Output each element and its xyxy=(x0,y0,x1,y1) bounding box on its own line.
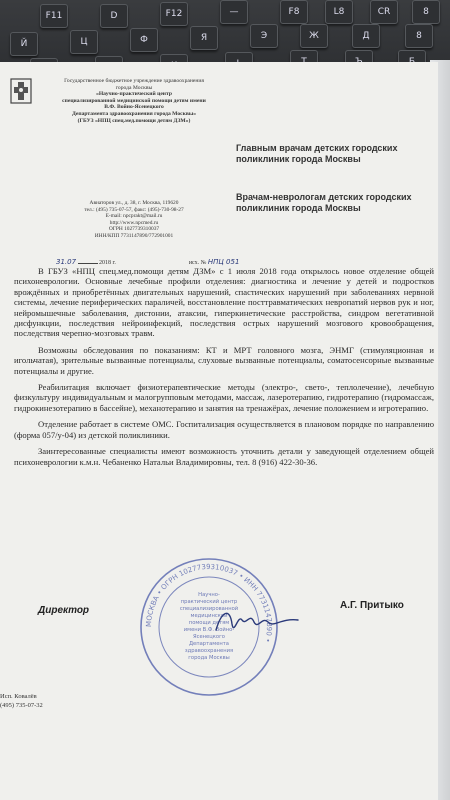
stamp-center-line: Научно- xyxy=(198,592,220,598)
stamp-ring-text: МОСКВА • ОГРН 1027739310037 • ИНН 7731147890 • xyxy=(144,562,274,644)
address-block xyxy=(34,200,234,240)
org-line: города Москвы xyxy=(115,84,153,91)
org-line: Департамента здравоохранения города Москвы» xyxy=(71,110,197,117)
letter-body xyxy=(14,266,434,472)
recipient-chief-doctors: Главным врачам детских городских поликлиник города Москвы xyxy=(236,143,398,164)
stamp-center-line: города Москвы xyxy=(188,655,230,661)
org-line: (ГБУЗ «НПЦ спец.мед.помощи детям ДЗМ») xyxy=(77,117,191,124)
keyboard-key: L8 xyxy=(325,0,353,24)
keyboard-key: CR xyxy=(370,0,398,24)
keyboard-key: 8 xyxy=(405,24,433,48)
paragraph-oms: Отделение работает в системе ОМС. Госпитализация осуществляется в плановом порядке по направлению (форма 057/у-04) из детской поликлиники. xyxy=(14,419,434,440)
date-label: 2018 г. xyxy=(99,260,116,266)
stamp-center-line: здравоохранения xyxy=(184,648,234,654)
keyboard-key: Я xyxy=(190,26,218,50)
stamp-center-line: имени В.Ф. Войно- xyxy=(183,627,235,633)
keyboard-key: F11 xyxy=(40,4,68,28)
stamp-center-line: практический центр xyxy=(180,599,238,605)
keyboard-key: Ж xyxy=(300,24,328,48)
keyboard-key: 8 xyxy=(412,0,440,24)
executor-name: Исп. Ковалёв xyxy=(0,693,37,700)
director-name: А.Г. Притыко xyxy=(340,600,404,611)
organization-header xyxy=(34,78,234,124)
keyboard-key: — xyxy=(220,0,248,24)
handwritten-signature xyxy=(212,600,302,640)
website-line: http://www.npcmed.ru xyxy=(109,219,159,226)
keyboard-key: D xyxy=(100,4,128,28)
paragraph-rehabilitation: Реабилитация включает физиотерапевтические методы (электро-, свето-, теплолечение), лечебную физкультуру индивидуальным и малогрупповым методами, массаж, лазеротерапию, гидротерапию (гидромассаж, гидрокинезотерапию в бассейне), механотерапию и занятия на тренажёрах, лечение положением и игротерапию. xyxy=(14,382,434,413)
paragraph-examinations: Возможны обследования по показаниям: КТ и МРТ головного мозга, ЭНМГ (стимуляционная и игольчатая), зрительные вызванные потенциалы, слуховые вызванные потенциалы, соматосенсорные вызванные потенциалы и другие. xyxy=(14,344,434,376)
org-line: «Научно-практический центр xyxy=(96,91,172,98)
keyboard-key: F8 xyxy=(280,0,308,24)
ogrn-line: ОГРН 1027739310037 xyxy=(108,226,160,233)
keyboard-key: Ц xyxy=(70,30,98,54)
keyboard-key: F12 xyxy=(160,2,188,26)
stamp-center-line: специализированной xyxy=(179,606,239,612)
recipient-neurologists: Врачам-неврологам детских городских поликлиник города Москвы xyxy=(236,192,412,213)
stamp-center-line: Департамента xyxy=(188,641,230,647)
executor-phone: (495) 735-07-32 xyxy=(0,702,43,709)
keyboard-key: Д xyxy=(352,24,380,48)
inn-line: ИНН/КПП 7731147890/772901001 xyxy=(94,232,174,239)
stamp-center-line: Ясенецкого xyxy=(193,634,225,640)
stamp-center-line: помощи детям xyxy=(188,620,230,626)
email-line: E-mail: npcprakt@mail.ru xyxy=(105,213,163,220)
number-label: исх. № xyxy=(188,260,207,266)
handwritten-number: НПЦ 051 xyxy=(207,258,240,266)
org-line: В.Ф. Войно-Ясенецкого xyxy=(104,104,164,111)
keyboard-key: Й xyxy=(10,32,38,56)
phone-line: тел.: (495) 735-07-57, факс: (495)-730-98-27 xyxy=(84,206,184,213)
medical-cross-logo-icon xyxy=(10,78,32,104)
stamp-center-line: медицинской xyxy=(190,613,228,619)
paragraph-intro: В ГБУЗ «НПЦ спец.мед.помощи детям ДЗМ» с 1 июля 2018 года открылось новое отделение общей психоневрологии. Основные лечебные профили отделения: диагностика и лечение у детей и подростков врождённых и приобретённых двигательных нарушений, спастических нарушений при заболеваниях нервной системы, лечение периферических параличей, восстановление посттравматических невропатий нервов рук и ног, нейромышечные заболевания, дистонии, атаксии, гиперкинетические расстройства, синдром вегетативной дисфункции, последствия нейроинфекций, последствия острых нарушений мозгового кровообращения, последствия черепно-мозговых травм. xyxy=(14,266,434,339)
address-line: Авиаторов ул., д. 38, г. Москва, 119620 xyxy=(89,200,179,206)
paragraph-contact: Заинтересованные специалисты имеют возможность уточнить детали у заведующей отделением общей психоневрологии к.м.н. Чебаненко Натальи Владимировны, тел. 8 (916) 422-30-36. xyxy=(14,446,434,467)
keyboard-key: Ф xyxy=(130,28,158,52)
org-line: Государственное бюджетное учреждение здравоохранения xyxy=(64,78,204,84)
director-title: Директор xyxy=(38,605,90,616)
date-number-row xyxy=(56,258,239,266)
executor-block xyxy=(0,692,43,710)
handwritten-date: 31.07 xyxy=(56,258,77,266)
org-line: специализированной медицинской помощи детям имени xyxy=(62,97,206,104)
keyboard-key: Э xyxy=(250,24,278,48)
